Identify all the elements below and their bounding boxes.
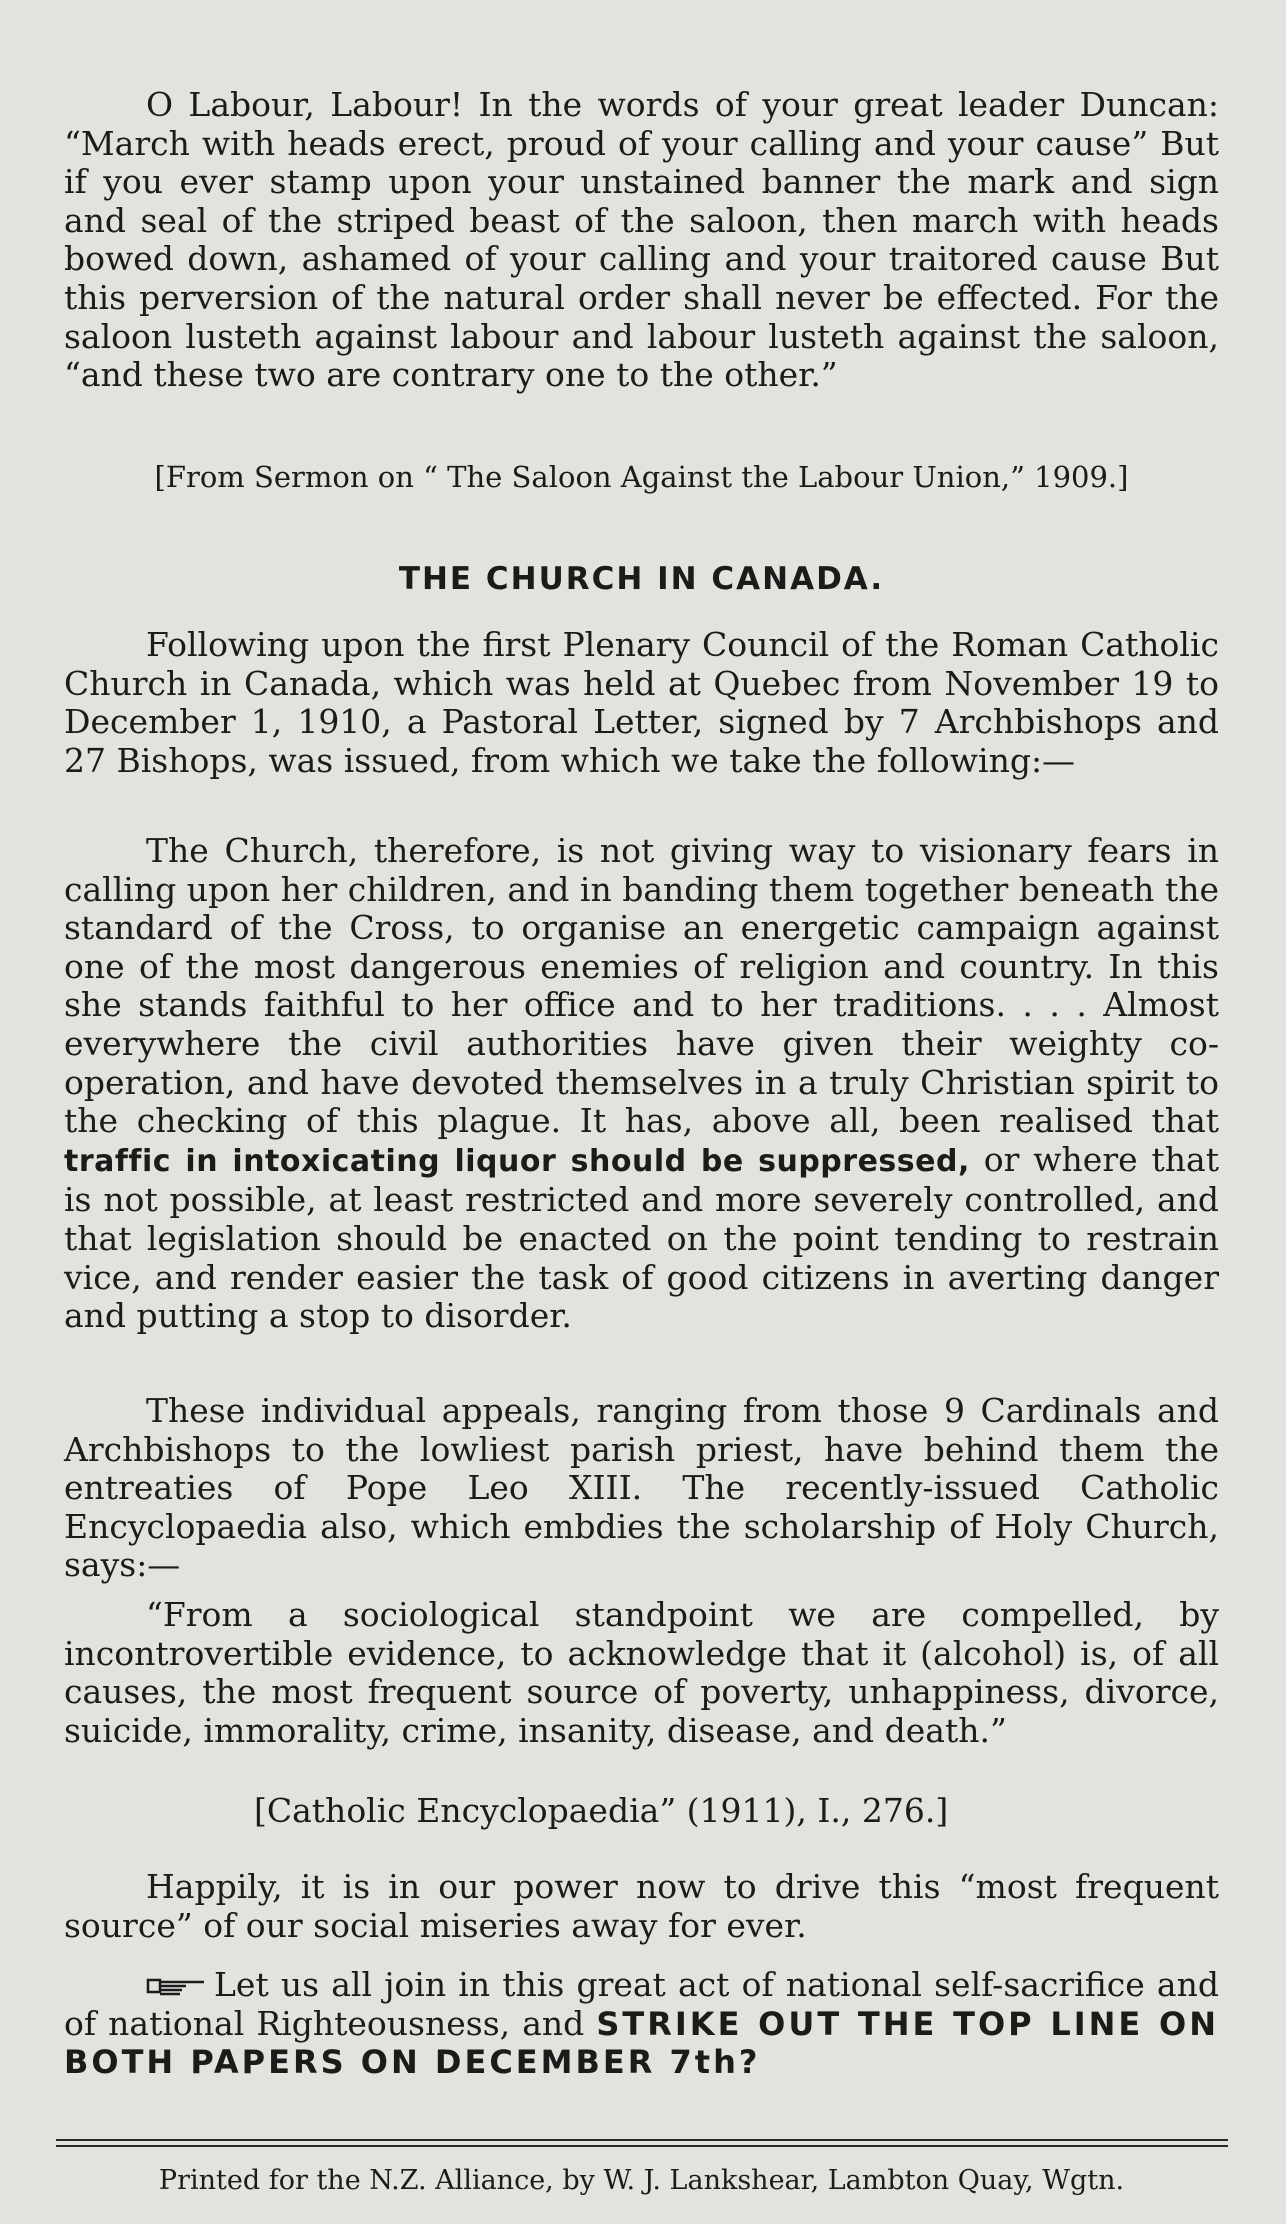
- intro-paragraph: O Labour, Labour! In the words of your great leader Duncan: “March with heads erect, proud of your calling and your cause” But if you ever stamp upon your unstained banner the mark and sign and seal of the striped beast of the saloon, then march with heads bowed down, ashamed of your calling and your traitored cause But this perversion of the natural order shall never be effected. For the saloon lusteth against labour and labour lusteth against the saloon, “and these two are contrary one to the other.”: [64, 85, 1219, 395]
- pastoral-letter-emphasis: traffic in intoxicating liquor should be suppressed,: [64, 1143, 970, 1179]
- footer-rule-top: [56, 2139, 1228, 2141]
- paragraph-council: Following upon the first Plenary Council of the Roman Catholic Church in Canada, which was held at Quebec from November 19 to December 1, 1910, a Pastoral Letter, signed by 7 Archbishops and 27 Bishops, was issued, from which we take the following:—: [64, 625, 1219, 780]
- strike-out-instruction: STRIKE OUT THE TOP LINE ON BOTH PAPERS ON DECEMBER 7th?: [64, 2004, 1220, 2082]
- pointing-hand-icon: [146, 1974, 208, 1998]
- quote-source-citation: [Catholic Encyclopaedia” (1911), I., 276.]: [254, 1791, 949, 1830]
- paragraph-happily: Happily, it is in our power now to drive this “most frequent source” of our social miseries away for ever.: [64, 1867, 1219, 1945]
- paragraph-appeals: These individual appeals, ranging from those 9 Cardinals and Archbishops to the lowliest parish priest, have behind them the entreaties of Pope Leo XIII. The recently-issued Catholic Encyclopaedia also, which embdies the scholarship of Holy Church, says:—: [64, 1391, 1219, 1585]
- call-to-action-text: Let us all join in this great act of national self-sacrifice and of national Righteousness, and: [64, 1965, 1219, 2043]
- encyclopaedia-quote: “From a sociological standpoint we are compelled, by incontrovertible evidence, to acknowledge that it (alcohol) is, of all causes, the most frequent source of poverty, unhappiness, divorce, suicide, immorality, crime, insanity, disease, and death.”: [64, 1595, 1219, 1750]
- pastoral-letter-text-before: The Church, therefore, is not giving way to visionary fears in calling upon her children, and in banding them together beneath the standard of the Cross, to organise an energetic campaign against one of the most dangerous enemies of religion and country. In this she stands faithful to her office and to her traditions. . . . Almost everywhere the civil authorities have given their weighty co-operation, and have devoted themselves in a truly Christian spirit to the checking of this plague. It has, above all, been realised that: [64, 831, 1219, 1141]
- call-to-action: [64, 1966, 1219, 2082]
- intro-source-citation: [From Sermon on “ The Saloon Against the Labour Union,” 1909.]: [154, 460, 1129, 494]
- printer-imprint: Printed for the N.Z. Alliance, by W. J. Lankshear, Lambton Quay, Wgtn.: [158, 2165, 1125, 2196]
- paragraph-pastoral-letter: [64, 832, 1219, 1336]
- pastoral-letter-text-after: or where that is not possible, at least restricted and more severely controlled, and that legislation should be enacted on the point tending to restrain vice, and render easier the task of good citizens in averting danger and putting a stop to disorder.: [64, 1139, 1219, 1336]
- section-heading: THE CHURCH IN CANADA.: [398, 561, 885, 597]
- footer-rule-bottom: [56, 2145, 1228, 2147]
